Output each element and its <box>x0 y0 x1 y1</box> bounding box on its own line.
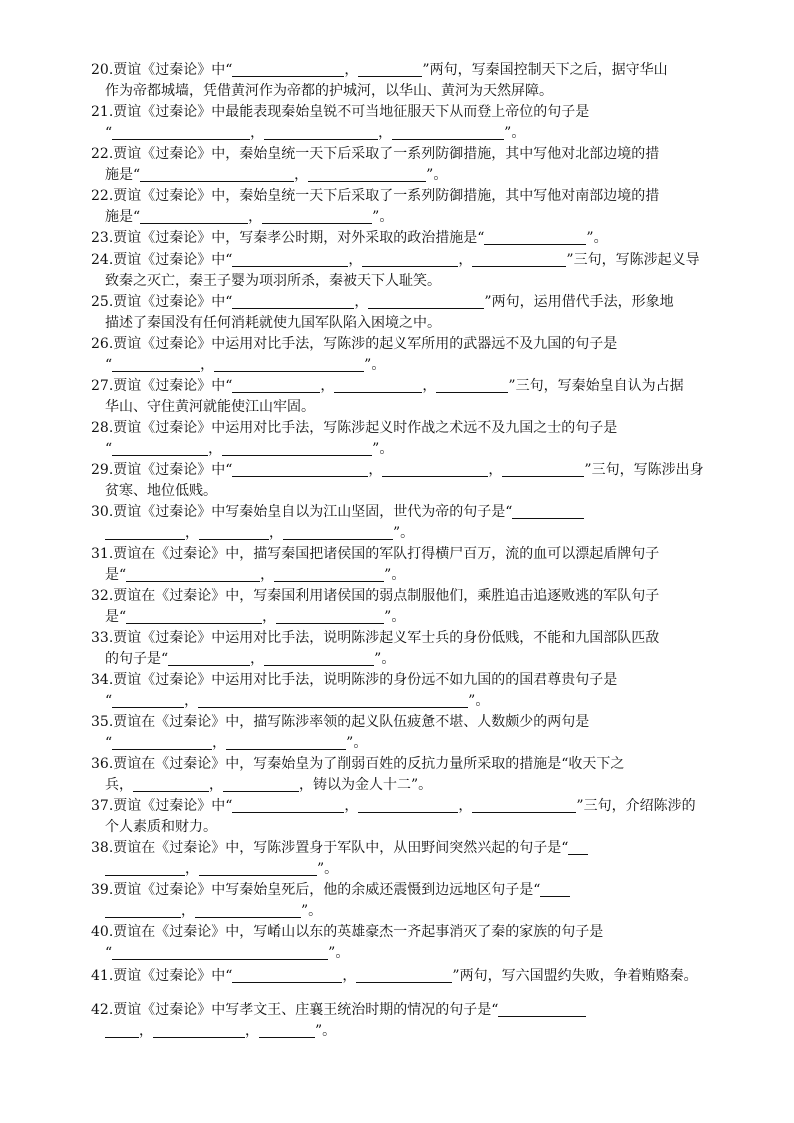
question-text-segment: “ <box>105 125 113 141</box>
question-text-continued <box>58 481 766 502</box>
question-text-segment: ”三句，介绍陈涉的 <box>576 798 696 814</box>
question-text-segment: 是“ <box>105 567 127 583</box>
question-37 <box>58 796 766 838</box>
question-text-continued <box>58 649 766 670</box>
question-text-segment: ， <box>344 798 359 814</box>
answer-blank[interactable] <box>223 776 299 792</box>
question-text <box>58 376 766 397</box>
answer-blank[interactable] <box>362 251 458 267</box>
question-25 <box>58 292 766 334</box>
question-text-segment: ”。 <box>384 567 406 583</box>
question-text-segment: 的句子是“ <box>105 651 169 667</box>
answer-blank[interactable] <box>153 1022 245 1038</box>
question-text-segment: 31.贾谊在《过秦论》中，描写秦国把诸侯国的军队打得横尸百万，流的血可以漂起盾牌句子 <box>91 546 660 562</box>
question-text-segment: ， <box>185 861 199 877</box>
question-27 <box>58 376 766 418</box>
question-text-continued <box>58 355 766 376</box>
question-text-segment: ”。 <box>393 525 415 541</box>
answer-blank[interactable] <box>126 566 260 582</box>
question-text-segment: ， <box>250 125 265 141</box>
answer-blank[interactable] <box>540 881 570 897</box>
question-text-continued <box>58 397 766 418</box>
question-text-segment: 贫寒、地位低贱。 <box>105 483 217 499</box>
question-26 <box>58 334 766 376</box>
question-text-segment: ， <box>368 462 383 478</box>
question-text-segment: “ <box>105 735 113 751</box>
answer-blank[interactable] <box>264 124 378 140</box>
question-text-segment: ， <box>248 209 263 225</box>
question-text-segment: 34.贾谊《过秦论》中运用对比手法，说明陈涉的身份远不如九国的的国君尊贵句子是 <box>91 672 618 688</box>
question-text-continued <box>58 817 766 838</box>
question-text <box>58 712 766 733</box>
question-text-continued <box>58 901 766 922</box>
answer-blank[interactable] <box>112 944 328 960</box>
answer-blank[interactable] <box>358 61 422 77</box>
answer-blank[interactable] <box>232 61 344 77</box>
question-text-segment: 30.贾谊《过秦论》中写秦始皇自以为江山坚固，世代为帝的句子是“ <box>91 504 513 520</box>
question-text-segment: 22.贾谊《过秦论》中，秦始皇统一天下后采取了一系列防御措施，其中写他对北部边境的措 <box>91 146 660 162</box>
answer-blank[interactable] <box>382 461 488 477</box>
question-text-segment: ”三句，写陈涉起义导 <box>566 252 700 268</box>
question-text-segment: ， <box>262 609 277 625</box>
question-text-segment: ， <box>458 798 473 814</box>
question-32 <box>58 586 766 628</box>
answer-blank[interactable] <box>368 293 484 309</box>
question-text-continued <box>58 607 766 628</box>
answer-blank[interactable] <box>232 797 344 813</box>
question-text-segment: ， <box>209 777 223 793</box>
answer-blank[interactable] <box>226 734 346 750</box>
question-20 <box>58 60 766 102</box>
question-text-segment: ， <box>354 294 369 310</box>
question-text-segment: “ <box>105 693 113 709</box>
question-text <box>58 966 766 987</box>
question-text-segment: 作为帝都城墙，凭借黄河作为帝都的护城河，以华山、黄河为天然屏障。 <box>105 83 553 99</box>
question-text <box>58 544 766 565</box>
answer-blank[interactable] <box>274 566 384 582</box>
question-36 <box>58 754 766 796</box>
question-text-segment: 39.贾谊《过秦论》中写秦始皇死后，他的余威还震慑到边远地区句子是“ <box>91 882 541 898</box>
answer-blank[interactable] <box>140 208 248 224</box>
question-text-continued <box>58 313 766 334</box>
answer-blank[interactable] <box>232 251 348 267</box>
question-23 <box>58 228 766 249</box>
answer-blank[interactable] <box>112 440 208 456</box>
question-text-segment: 27.贾谊《过秦论》中“ <box>91 378 233 394</box>
question-text-continued <box>58 123 766 144</box>
question-35 <box>58 712 766 754</box>
question-38 <box>58 838 766 880</box>
question-text-segment: ， <box>184 693 199 709</box>
question-text-segment: 23.贾谊《过秦论》中，写秦孝公时期，对外采取的政治措施是“ <box>91 230 485 246</box>
question-text-segment: 41.贾谊《过秦论》中“ <box>91 968 233 984</box>
answer-blank[interactable] <box>262 208 372 224</box>
question-21 <box>58 102 766 144</box>
question-text-segment: 致秦之灭亡，秦王子婴为项羽所杀，秦被天下人耻笑。 <box>105 273 441 289</box>
answer-blank[interactable] <box>105 1022 139 1038</box>
answer-blank[interactable] <box>112 124 250 140</box>
answer-blank[interactable] <box>199 860 317 876</box>
answer-blank[interactable] <box>502 461 584 477</box>
question-text-segment: 描述了秦国没有任何消耗就使九国军队陷入困境之中。 <box>105 315 441 331</box>
question-text <box>58 144 766 165</box>
question-22b <box>58 186 766 228</box>
question-text-segment: ”。 <box>468 693 490 709</box>
answer-blank[interactable] <box>222 440 372 456</box>
answer-blank[interactable] <box>232 293 354 309</box>
question-29 <box>58 460 766 502</box>
question-text-continued <box>58 523 766 544</box>
question-text-segment: ， <box>320 378 335 394</box>
question-text-segment: 37.贾谊《过秦论》中“ <box>91 798 233 814</box>
question-text-segment: ”三句，写秦始皇自认为占据 <box>508 378 684 394</box>
question-24 <box>58 250 766 292</box>
question-text-continued <box>58 691 766 712</box>
question-text-segment: ”。 <box>586 230 608 246</box>
question-text <box>58 628 766 649</box>
question-text-continued <box>58 943 766 964</box>
answer-blank[interactable] <box>126 608 262 624</box>
question-text-segment: 21.贾谊《过秦论》中最能表现秦始皇锐不可当地征服天下从而登上帝位的句子是 <box>91 104 590 120</box>
question-text <box>58 460 766 481</box>
question-39 <box>58 880 766 922</box>
answer-blank[interactable] <box>168 650 250 666</box>
question-text-segment: 26.贾谊《过秦论》中运用对比手法，写陈涉的起义军所用的武器远不及九国的句子是 <box>91 336 618 352</box>
question-text-segment: 25.贾谊《过秦论》中“ <box>91 294 233 310</box>
answer-blank[interactable] <box>232 461 368 477</box>
question-text-segment: ”。 <box>317 861 339 877</box>
question-text-segment: 施是“ <box>105 167 141 183</box>
answer-blank[interactable] <box>199 524 269 540</box>
question-text <box>58 60 766 81</box>
answer-blank[interactable] <box>198 692 468 708</box>
answer-blank[interactable] <box>512 503 584 519</box>
question-42 <box>58 1000 766 1042</box>
question-text <box>58 754 766 775</box>
answer-blank[interactable] <box>392 124 504 140</box>
question-text-continued <box>58 859 766 880</box>
question-text-segment: “ <box>105 441 113 457</box>
question-text-segment: ， <box>181 903 195 919</box>
question-text-segment: ”。 <box>364 357 386 373</box>
answer-blank[interactable] <box>195 902 301 918</box>
answer-blank[interactable] <box>214 356 364 372</box>
answer-blank[interactable] <box>264 650 374 666</box>
answer-blank[interactable] <box>112 734 212 750</box>
question-text-segment: ， <box>342 968 357 984</box>
question-text-segment: ”。 <box>374 651 396 667</box>
question-text-segment: ”。 <box>328 945 350 961</box>
question-text <box>58 670 766 691</box>
question-text-segment: ， <box>185 525 199 541</box>
question-text-segment: ， <box>260 567 275 583</box>
question-text-segment: ， <box>250 651 265 667</box>
question-text-continued <box>58 165 766 186</box>
answer-blank[interactable] <box>276 608 384 624</box>
question-text-continued <box>58 733 766 754</box>
question-34 <box>58 670 766 712</box>
question-text-continued <box>58 565 766 586</box>
question-text <box>58 228 766 249</box>
question-text <box>58 838 766 859</box>
question-text-segment: ”。 <box>315 1023 337 1039</box>
question-text-continued <box>58 271 766 292</box>
question-text-segment: ，铸以为金人十二”。 <box>299 777 433 793</box>
question-text-segment: 33.贾谊《过秦论》中运用对比手法，说明陈涉起义军士兵的身份低贱，不能和九国部队匹敌 <box>91 630 660 646</box>
question-text <box>58 880 766 901</box>
question-text-segment: ”两句，写秦国控制天下之后，据守华山 <box>422 62 668 78</box>
answer-blank[interactable] <box>334 377 422 393</box>
question-text-segment: ， <box>294 167 309 183</box>
answer-blank[interactable] <box>105 902 181 918</box>
question-text <box>58 796 766 817</box>
question-text-segment: “ <box>105 357 113 373</box>
answer-blank[interactable] <box>472 251 566 267</box>
question-text-segment: 华山、守住黄河就能使江山牢固。 <box>105 399 315 415</box>
question-text <box>58 292 766 313</box>
question-text-segment: 是“ <box>105 609 127 625</box>
answer-blank[interactable] <box>112 356 200 372</box>
question-text-segment: “ <box>105 945 113 961</box>
question-text-continued <box>58 439 766 460</box>
question-text-segment: ， <box>245 1023 259 1039</box>
question-text <box>58 250 766 271</box>
question-text-segment: 个人素质和财力。 <box>105 819 217 835</box>
question-text-segment: 兵， <box>105 777 133 793</box>
question-text-segment: ， <box>269 525 283 541</box>
question-text <box>58 1000 766 1021</box>
answer-blank[interactable] <box>358 797 458 813</box>
question-text-segment: ”两句，写六国盟约失败，争着贿赂秦。 <box>452 968 698 984</box>
question-text-segment: ， <box>208 441 223 457</box>
question-text-segment: ， <box>488 462 503 478</box>
question-40 <box>58 922 766 964</box>
question-text <box>58 502 766 523</box>
question-text-segment: 38.贾谊在《过秦论》中，写陈涉置身于军队中，从田野间突然兴起的句子是“ <box>91 840 569 856</box>
question-text-segment: 24.贾谊《过秦论》中“ <box>91 252 233 268</box>
answer-blank[interactable] <box>105 860 185 876</box>
question-text-segment: ”三句，写陈涉出身 <box>584 462 704 478</box>
question-text-segment: 40.贾谊在《过秦论》中，写崤山以东的英雄豪杰一齐起事消灭了秦的家族的句子是 <box>91 924 604 940</box>
question-text-segment: 32.贾谊在《过秦论》中，写秦国利用诸侯国的弱点制服他们，乘胜追击追逐败逃的军队句子 <box>91 588 660 604</box>
question-text <box>58 334 766 355</box>
question-text <box>58 922 766 943</box>
question-text-segment: ”。 <box>426 167 448 183</box>
question-text <box>58 102 766 123</box>
question-text-segment: 29.贾谊《过秦论》中“ <box>91 462 233 478</box>
question-text-segment: 施是“ <box>105 209 141 225</box>
question-text-segment: ”。 <box>346 735 368 751</box>
answer-blank[interactable] <box>484 229 586 245</box>
question-text-segment: 36.贾谊在《过秦论》中，写秦始皇为了削弱百姓的反抗力量所采取的措施是“收天下之 <box>91 756 625 772</box>
answer-blank[interactable] <box>112 692 184 708</box>
question-text-segment: ， <box>422 378 437 394</box>
question-text <box>58 586 766 607</box>
question-30 <box>58 502 766 544</box>
question-text-segment: 20.贾谊《过秦论》中“ <box>91 62 233 78</box>
question-text-segment: ， <box>200 357 215 373</box>
answer-blank[interactable] <box>232 377 320 393</box>
question-22a <box>58 144 766 186</box>
question-text-segment: ， <box>212 735 227 751</box>
question-text-segment: ， <box>139 1023 153 1039</box>
answer-blank[interactable] <box>232 967 342 983</box>
question-text <box>58 186 766 207</box>
question-text <box>58 418 766 439</box>
answer-blank[interactable] <box>308 166 426 182</box>
question-text-continued <box>58 1021 766 1042</box>
answer-blank[interactable] <box>283 524 393 540</box>
question-text-continued <box>58 81 766 102</box>
question-text-segment: ”。 <box>301 903 323 919</box>
question-text-segment: ， <box>348 252 363 268</box>
question-41 <box>58 966 766 987</box>
question-text-continued <box>58 775 766 796</box>
answer-blank[interactable] <box>356 967 452 983</box>
question-text-segment: ”。 <box>372 441 394 457</box>
question-text-segment: 22.贾谊《过秦论》中，秦始皇统一天下后采取了一系列防御措施，其中写他对南部边境的措 <box>91 188 660 204</box>
question-text-segment: ”。 <box>384 609 406 625</box>
question-28 <box>58 418 766 460</box>
question-text-continued <box>58 207 766 228</box>
answer-blank[interactable] <box>498 1001 586 1017</box>
question-text-segment: 35.贾谊在《过秦论》中，描写陈涉率领的起义队伍疲惫不堪、人数颇少的两句是 <box>91 714 590 730</box>
question-text-segment: ， <box>458 252 473 268</box>
answer-blank[interactable] <box>472 797 576 813</box>
question-text-segment: ”。 <box>372 209 394 225</box>
question-text-segment: ， <box>344 62 359 78</box>
question-text-segment: 28.贾谊《过秦论》中运用对比手法，写陈涉起义时作战之术远不及九国之士的句子是 <box>91 420 618 436</box>
answer-blank[interactable] <box>133 776 209 792</box>
question-text-segment: ”。 <box>504 125 526 141</box>
question-text-segment: 42.贾谊《过秦论》中写孝文王、庄襄王统治时期的情况的句子是“ <box>91 1002 499 1018</box>
answer-blank[interactable] <box>105 524 185 540</box>
question-text-segment: ”两句，运用借代手法，形象地 <box>484 294 674 310</box>
answer-blank[interactable] <box>259 1022 315 1038</box>
question-text-segment: ， <box>378 125 393 141</box>
question-31 <box>58 544 766 586</box>
answer-blank[interactable] <box>436 377 508 393</box>
answer-blank[interactable] <box>568 839 588 855</box>
answer-blank[interactable] <box>140 166 294 182</box>
question-33 <box>58 628 766 670</box>
